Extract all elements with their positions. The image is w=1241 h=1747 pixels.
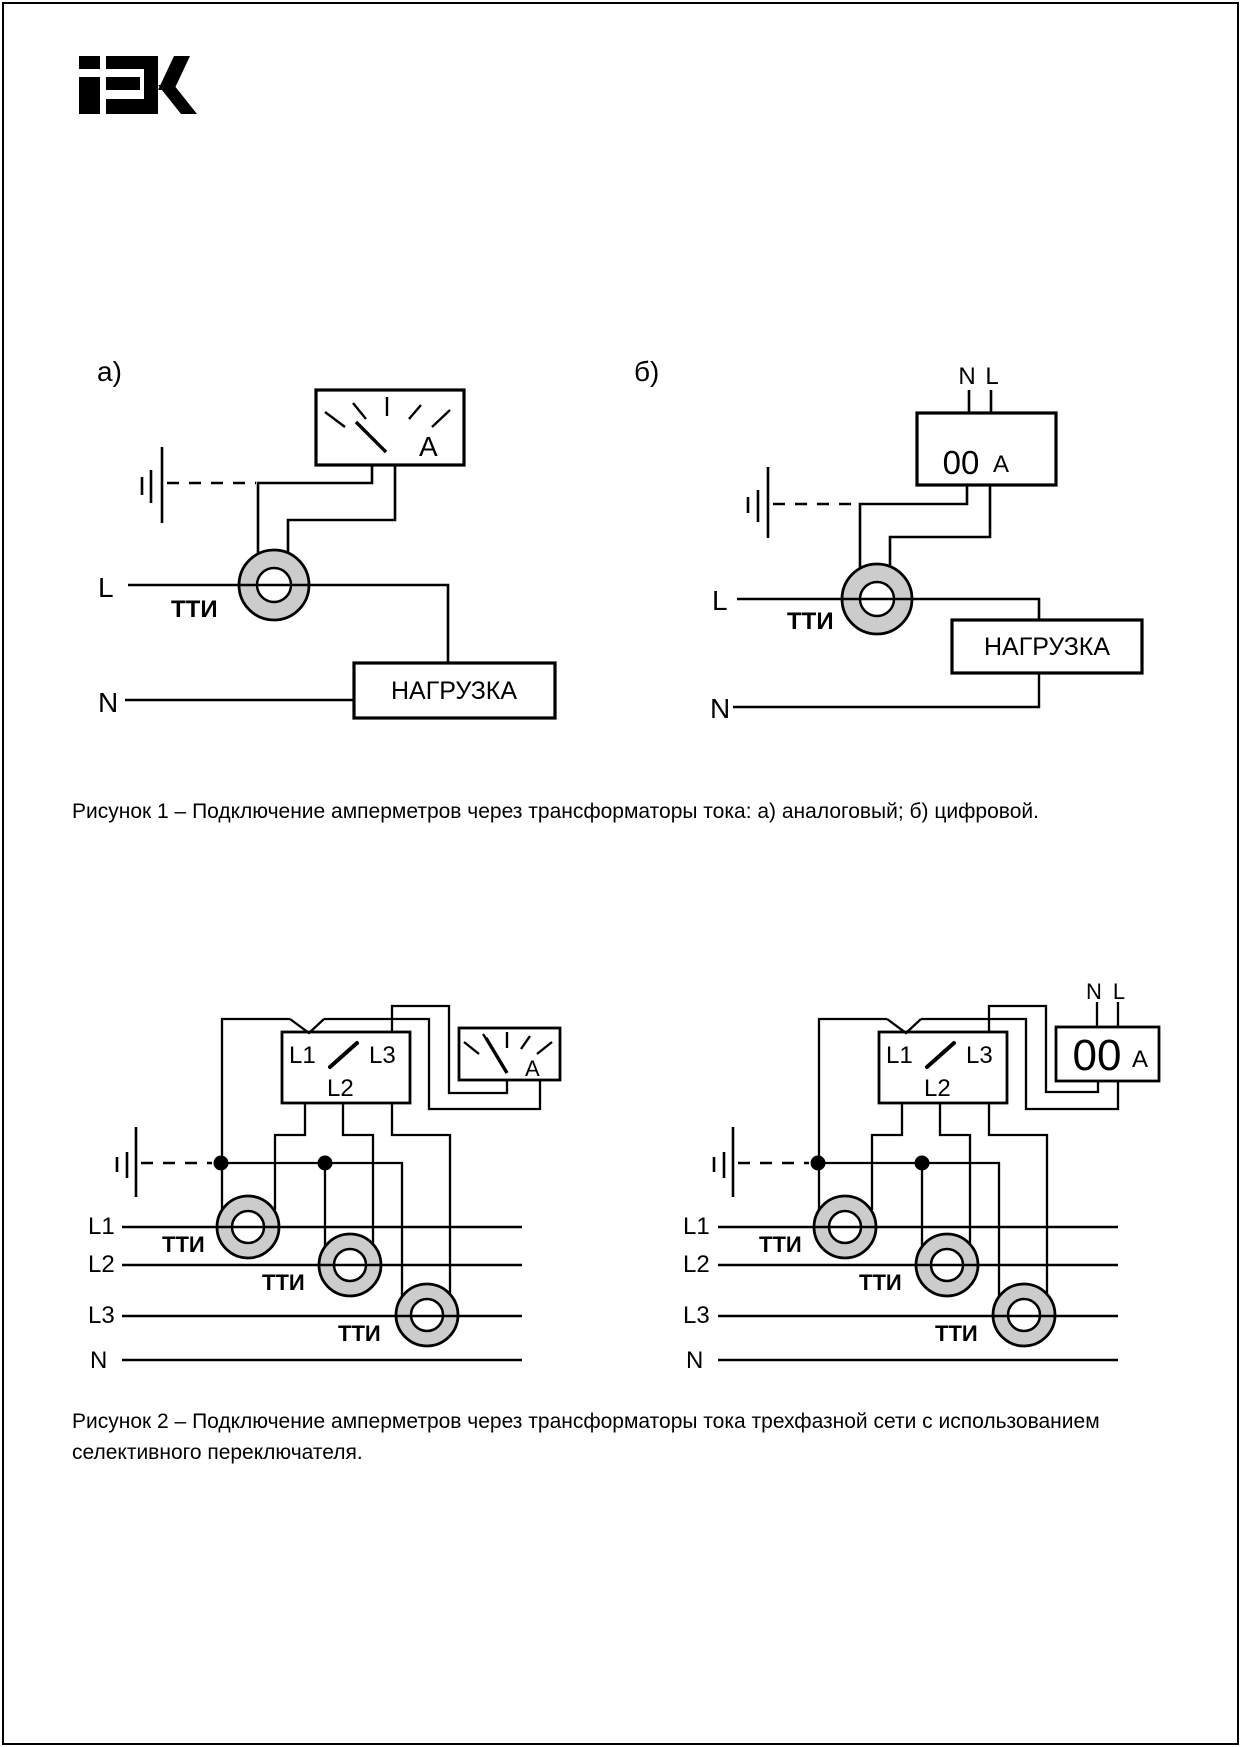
ammeter-box xyxy=(316,390,464,465)
wire xyxy=(275,1103,305,1210)
selector-switch xyxy=(879,1019,1007,1103)
figure1-digital-diagram xyxy=(634,356,1142,724)
switch-pos-l3: L3 xyxy=(966,1042,993,1069)
logo-e-bottom xyxy=(106,99,145,114)
ct-label: ТТИ xyxy=(171,596,218,623)
part-b-label: б) xyxy=(634,356,660,387)
neutral-label-n: N xyxy=(710,693,731,724)
logo-k-upper-arm xyxy=(158,56,190,90)
wire xyxy=(890,485,990,568)
terminal-n-label: N xyxy=(958,363,976,390)
phase-label-l2: L2 xyxy=(683,1251,710,1278)
ct-label: ТТИ xyxy=(262,1270,305,1295)
terminal-l-label: L xyxy=(1112,979,1126,1004)
meter-unit: А xyxy=(1131,1046,1149,1073)
load-box xyxy=(952,620,1142,673)
phase-label-l: L xyxy=(98,572,114,603)
load-label: НАГРУЗКА xyxy=(390,677,518,705)
meter-unit: А xyxy=(992,451,1010,478)
figure2-caption-line1: Рисунок 2 – Подключение амперметров через трансформаторы тока трехфазной сети с использованием xyxy=(72,1410,1100,1433)
ammeter-box xyxy=(459,1028,560,1080)
figure2-caption-line2: селективного переключателя. xyxy=(72,1441,363,1464)
part-a-label: а) xyxy=(97,356,122,387)
ct-label: ТТИ xyxy=(338,1321,381,1346)
wire xyxy=(222,1019,290,1210)
ground-symbol xyxy=(142,447,162,523)
iek-logo xyxy=(79,56,197,114)
ground-symbol xyxy=(714,1127,733,1197)
logo-i-stem xyxy=(79,77,100,114)
ammeter-letter: А xyxy=(525,1056,540,1081)
logo-k-lower-arm xyxy=(158,85,197,114)
switch-pos-l2: L2 xyxy=(924,1075,951,1102)
wire xyxy=(989,1103,1047,1298)
wire xyxy=(288,465,395,558)
wire xyxy=(872,1103,902,1210)
neutral-label-n: N xyxy=(686,1347,704,1374)
switch-pos-l3: L3 xyxy=(369,1042,396,1069)
switch-pos-l1: L1 xyxy=(886,1042,913,1069)
ground-symbol xyxy=(748,467,768,538)
ammeter-letter: А xyxy=(419,431,438,462)
switch-pos-l1: L1 xyxy=(289,1042,316,1069)
junction-dot xyxy=(915,1156,930,1171)
junction-dot xyxy=(318,1156,333,1171)
phase-label-l3: L3 xyxy=(88,1302,115,1329)
digital-ammeter xyxy=(1056,979,1159,1081)
logo-e-mid xyxy=(106,77,140,90)
figure2-right-diagram xyxy=(683,979,1159,1374)
analog-ammeter xyxy=(459,1028,560,1081)
digital-ammeter xyxy=(917,413,1056,485)
wire xyxy=(258,465,372,556)
wire xyxy=(819,1019,887,1210)
phase-label-l1: L1 xyxy=(88,1213,115,1240)
ct-label: ТТИ xyxy=(162,1232,205,1257)
logo-k-stem xyxy=(144,56,158,114)
load-label: НАГРУЗКА xyxy=(983,633,1111,661)
ct-label: ТТИ xyxy=(787,608,834,635)
load-box xyxy=(354,663,555,718)
ct-label: ТТИ xyxy=(859,1270,902,1295)
phase-label-l1: L1 xyxy=(683,1213,710,1240)
ct-label: ТТИ xyxy=(759,1232,802,1257)
wire xyxy=(860,485,967,570)
junction-dot xyxy=(811,1156,826,1171)
phase-label-l: L xyxy=(712,585,728,616)
figure1-caption: Рисунок 1 – Подключение амперметров через трансформаторы тока: а) аналоговый; б) цифровой. xyxy=(72,800,1039,823)
logo-i-dot xyxy=(79,56,100,69)
wire xyxy=(392,1103,450,1298)
selector-switch xyxy=(282,1019,410,1103)
terminal-n-label: N xyxy=(1086,979,1102,1004)
terminal-l-label: L xyxy=(985,363,999,390)
junction-dot xyxy=(214,1156,229,1171)
meter-display: 00 xyxy=(942,444,980,481)
figure1-analog-diagram xyxy=(97,356,555,718)
neutral-label-n: N xyxy=(90,1347,108,1374)
analog-ammeter xyxy=(316,390,464,465)
ground-symbol xyxy=(117,1127,136,1197)
neutral-label-n: N xyxy=(98,687,119,718)
neutral-line-n xyxy=(733,673,1039,707)
meter-display: 00 xyxy=(1072,1031,1122,1080)
figure2-left-diagram xyxy=(88,1006,560,1374)
phase-label-l2: L2 xyxy=(88,1251,115,1278)
switch-pos-l2: L2 xyxy=(327,1075,354,1102)
ammeter-box xyxy=(917,413,1056,485)
figure2-caption xyxy=(72,1406,1100,1468)
logo-e-top xyxy=(106,56,145,69)
ct-label: ТТИ xyxy=(935,1321,978,1346)
phase-label-l3: L3 xyxy=(683,1302,710,1329)
